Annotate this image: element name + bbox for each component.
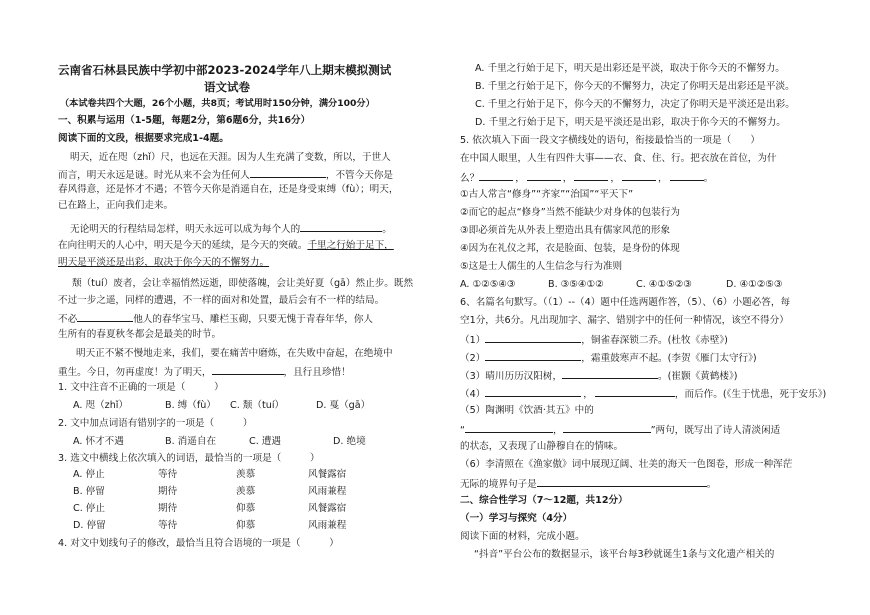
q2-option-b[interactable]: B. 消遥自在 xyxy=(165,436,217,447)
q5-text-line1: 在中国人眼里，人生有四件大事——衣、食、住、行。把衣放在首位，为什 xyxy=(460,153,777,164)
q3-d-3: 仰慕 xyxy=(236,520,256,531)
blank-3 xyxy=(77,312,133,322)
q3-b-1[interactable]: B. 停留 xyxy=(73,486,105,497)
part1-heading: 一、积累与运用（1-5题，每题2分，第6题6分，共16分） xyxy=(58,115,311,126)
blank-1 xyxy=(250,168,326,178)
para3-line2: 不过一步之遥，同样的遭遇，不一样的面对和处置，最后会有不一样的结局。 xyxy=(58,295,385,306)
q6-blank-1[interactable] xyxy=(485,333,581,343)
q6-item-5-line2: “ ， ”两句，既写出了诗人清淡闲适 xyxy=(460,425,781,436)
para1-text-cont: ，不管今天你是 xyxy=(325,170,394,181)
q6-item-1: （1） ，铜雀春深锁二乔。(杜牧《赤壁》) xyxy=(460,335,728,346)
para3-line3 xyxy=(58,312,373,326)
q5-item-5: ⑤这是士人儒生的人生信念与行为准则 xyxy=(460,261,623,272)
q5-option-b[interactable]: B. ③⑤④①② xyxy=(548,279,604,290)
para1-line3: 春风得意，还是怀才不遇；不管今天你是消遥自在，还是身受束缚（fù）；明天， xyxy=(58,184,399,195)
q2-option-d[interactable]: D. 绝境 xyxy=(333,436,366,447)
q5-text-line2: 么？ ， ， ， ， 。 xyxy=(460,173,714,184)
q6-item-2: （2） ，霜重鼓寒声不起。(李贺《雁门太守行》) xyxy=(460,353,757,364)
q6-item-6-line1: （6）李清照在《渔家傲》词中展现辽阔、壮美的海天一色图卷，形成一种浑茫 xyxy=(460,459,793,470)
q6-blank-2[interactable] xyxy=(485,351,581,361)
q5-blank-5 xyxy=(670,171,704,181)
q5-blank-3 xyxy=(574,171,608,181)
part2-subheading: （一）学习与探究（4分） xyxy=(460,513,573,524)
q5-stem: 5. 依次填入下面一段文字横线处的语句，衔接最恰当的一项是（ ） xyxy=(460,135,761,146)
q1-option-b[interactable]: B. 缚（fù） xyxy=(165,400,216,411)
para2-line1 xyxy=(70,222,392,236)
q6-item-6-line2: 无际的境界句子是 。 xyxy=(460,479,717,490)
para3-text: 不必 xyxy=(58,314,78,325)
exam-note: （本试卷共四个大题，26个小题，共8页；考试用时150分钟，满分100分） xyxy=(60,98,375,109)
q1-option-c[interactable]: C. 颓（tuí） xyxy=(230,400,285,411)
q3-a-4: 风餐露宿 xyxy=(308,469,347,480)
q6-blank-3[interactable] xyxy=(562,369,658,379)
q6-item-4: （4） ， ，而后作。(《生于忧患，死于安乐》) xyxy=(460,389,827,400)
q4-stem: 4. 对文中划线句子的修改，最恰当且符合语境的一项是（ ） xyxy=(58,538,339,549)
q4-option-a[interactable]: A. 千里之行始于足下，明天是出彩还是平淡，取决于你今天的不懈努力。 xyxy=(475,63,785,74)
q4-option-b[interactable]: B. 千里之行始于足下，你今天的不懈努力，决定了你明天是出彩还是平淡。 xyxy=(475,81,795,92)
q3-d-4: 风雨兼程 xyxy=(308,520,347,531)
q3-c-3: 仰慕 xyxy=(236,503,256,514)
q3-a-2: 等待 xyxy=(158,469,178,480)
q2-option-a[interactable]: A. 怀才不遇 xyxy=(73,436,124,447)
q5-blank-4 xyxy=(622,171,656,181)
q4-option-c[interactable]: C. 千里之行始于足下，你今天的不懈努力，决定了你明天是平淡还是出彩。 xyxy=(475,99,795,110)
para1-line1: 明天，近在咫（zhǐ）尺，也远在天涯。因为人生充满了变数，所以，于世人 xyxy=(70,152,391,163)
q5-option-c[interactable]: C. ④①⑤②③ xyxy=(636,279,692,290)
q6-blank-5b[interactable] xyxy=(563,423,651,433)
q5-text-start: 么？ xyxy=(460,173,480,184)
q4-option-d[interactable]: D. 千里之行始于足下，明天是平淡还是出彩，取决于你今天的不懈努力。 xyxy=(475,117,786,128)
q6-item-3: （3）晴川历历汉阳树， 。(崔颢《黄鹤楼》) xyxy=(460,371,738,382)
q3-a-1[interactable]: A. 停止 xyxy=(73,469,105,480)
q3-b-4: 风雨兼程 xyxy=(308,486,347,497)
part2-instruction: 阅读下面的材料，完成小题。 xyxy=(460,531,585,542)
para3-text-cont: 他人的春华宝马、雕栏玉砌，只要无愧于青春年华，你人 xyxy=(133,314,374,325)
blank-4 xyxy=(212,365,284,375)
para3-line4: 生所有的春夏秋冬都会是最美的时节。 xyxy=(58,329,222,340)
para1-line4: 已在路上，正向我们走来。 xyxy=(58,200,174,211)
exam-title: 云南省石林县民族中学初中部2023-2024学年八上期末模拟测试 xyxy=(58,63,392,77)
q6-stem-line1: 6、名篇名句默写。（（1）--（4）题中任选两题作答，（5）、（6）小题必答，每 xyxy=(460,297,791,308)
q1-option-d[interactable]: D. 戛（gā） xyxy=(316,400,371,411)
para1-line2 xyxy=(58,168,393,182)
q6-blank-4[interactable] xyxy=(485,387,581,397)
q6-item-5-line3: 的状态，又表现了山静穆自在的情味。 xyxy=(460,441,624,452)
part1-instruction: 阅读下面的文段，根据要求完成1-4题。 xyxy=(58,133,229,144)
part2-heading: 二、综合性学习（7～12题，共12分） xyxy=(460,495,628,506)
part2-text: “抖音”平台公布的数据显示，该平台每3秒就诞生1条与文化遗产相关的 xyxy=(474,549,775,560)
q2-stem: 2. 文中加点词语有错别字的一项是（ ） xyxy=(58,418,253,429)
q5-item-4: ④因为在礼仪之邦，衣是脸面、包装，是身份的体现 xyxy=(460,243,680,254)
q2-option-c[interactable]: C. 遭遇 xyxy=(249,436,281,447)
q3-c-4: 风餐露宿 xyxy=(308,503,347,514)
q6-stem-line2: 空1分，共6分。凡出现加字、漏字、错别字中的任何一种情况，该空不得分） xyxy=(460,315,789,326)
para2-text: 无论明天的行程结局怎样，明天永远可以成为每个人的 xyxy=(70,224,301,235)
q5-item-2: ②而它的起点“修身”当然不能缺少对身体的包装行为 xyxy=(460,207,681,218)
q6-item-5-line1: （5）陶渊明《饮酒·其五》中的 xyxy=(460,405,594,416)
q3-c-2: 期待 xyxy=(158,503,178,514)
q5-blank-2 xyxy=(527,171,561,181)
q5-option-d[interactable]: D. ④①②⑤③ xyxy=(726,279,783,290)
q6-blank-6[interactable] xyxy=(537,477,707,487)
q5-option-a[interactable]: A. ①②⑤④③ xyxy=(460,279,516,290)
q3-stem: 3. 选文中横线上依次填入的词语，最恰当的一项是（ ） xyxy=(58,453,320,464)
q3-d-2: 等待 xyxy=(158,520,178,531)
q3-b-3: 羡慕 xyxy=(236,486,256,497)
para3-line1: 颓（tuí）废者，会让幸福悄然远逝，即使落魄，会让美好夏（gā）然止步。既然 xyxy=(72,278,414,289)
q5-item-1: ①古人常言“修身”“齐家”“治国”“平天下” xyxy=(460,189,634,200)
underlined-sentence-part2: 明天是平淡还是出彩，取决于你今天的不懈努力。 xyxy=(58,257,270,268)
para1-text: 而言，明天永远是谜。时光从来不会为任何人 xyxy=(58,170,250,181)
q5-item-3: ③即必须首先从外表上塑造出具有儒家风范的形象 xyxy=(460,225,671,236)
q6-blank-5a[interactable] xyxy=(465,423,553,433)
q5-blank-1 xyxy=(479,171,513,181)
q1-stem: 1. 文中注音不正确的一项是（ ） xyxy=(58,382,224,393)
para4-text: 重生。今日，勿再虚度！为了明天， xyxy=(58,367,212,378)
q3-a-3: 羡慕 xyxy=(236,469,256,480)
q1-option-a[interactable]: A. 咫（zhǐ） xyxy=(73,400,129,411)
para2-text-2: 在向往明天的人心中，明天是今天的延续，是今天的突破。 xyxy=(58,240,308,251)
q3-b-2: 期待 xyxy=(158,486,178,497)
q3-d-1[interactable]: D. 停留 xyxy=(73,520,106,531)
q3-c-1[interactable]: C. 停止 xyxy=(73,503,105,514)
exam-subtitle: 语文试卷 xyxy=(204,80,250,94)
underlined-sentence-part1: 千里之行始于足下， xyxy=(307,240,394,251)
para4-text-cont: ，且行且珍惜！ xyxy=(283,367,351,378)
para2-line2 xyxy=(58,240,394,252)
para4-line1: 明天正不紧不慢地走来，我们，要在痛苦中磨炼，在失败中奋起，在绝境中 xyxy=(76,348,393,359)
q6-blank-4b[interactable] xyxy=(595,387,675,397)
para2-period: 。 xyxy=(382,224,392,235)
para4-line2 xyxy=(58,365,351,379)
blank-2 xyxy=(300,222,382,232)
